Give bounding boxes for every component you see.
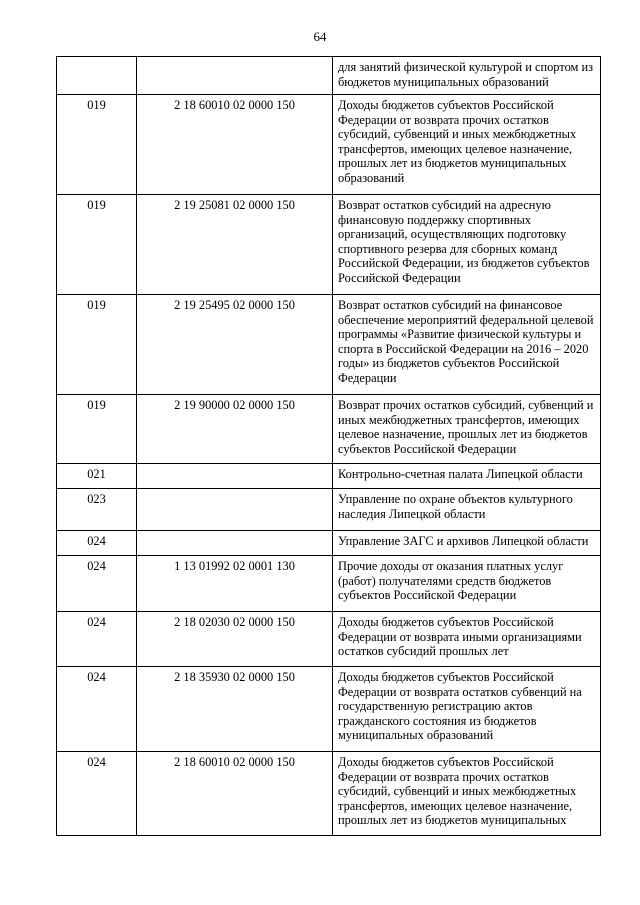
revenue-code-cell: 2 18 02030 02 0000 150 xyxy=(137,612,333,667)
table-row xyxy=(57,95,601,195)
description-cell: для занятий физической культурой и спортом из бюджетов муниципальных образований xyxy=(333,57,601,95)
description-cell: Контрольно-счетная палата Липецкой области xyxy=(333,464,601,489)
admin-code-cell: 024 xyxy=(57,752,137,836)
table-row xyxy=(57,295,601,395)
table-row xyxy=(57,195,601,295)
revenue-code-cell: 2 18 60010 02 0000 150 xyxy=(137,95,333,195)
description-cell: Управление по охране объектов культурного наследия Липецкой области xyxy=(333,489,601,531)
description-cell: Доходы бюджетов субъектов Российской Федерации от возврата иными организациями остатков субсидий прошлых лет xyxy=(333,612,601,667)
revenue-code-cell: 1 13 01992 02 0001 130 xyxy=(137,556,333,612)
table-row xyxy=(57,395,601,464)
admin-code-cell: 019 xyxy=(57,95,137,195)
revenue-code-cell: 2 18 60010 02 0000 150 xyxy=(137,752,333,836)
description-cell: Возврат остатков субсидий на адресную финансовую поддержку спортивных организаций, осуществляющих подготовку спортивного резерва для сборных команд Российской Федерации, из бюджетов субъектов Российской Федерации xyxy=(333,195,601,295)
admin-code-cell: 024 xyxy=(57,556,137,612)
revenue-code-cell xyxy=(137,57,333,95)
admin-code-cell xyxy=(57,57,137,95)
admin-code-cell: 021 xyxy=(57,464,137,489)
revenue-code-cell xyxy=(137,531,333,556)
table-row xyxy=(57,556,601,612)
description-cell: Прочие доходы от оказания платных услуг (работ) получателями средств бюджетов субъектов Российской Федерации xyxy=(333,556,601,612)
table-row xyxy=(57,667,601,752)
description-cell: Возврат остатков субсидий на финансовое обеспечение мероприятий федеральной целевой программы «Развитие физической культуры и спорта в Российской Федерации на 2016 – 2020 годы» из бюджетов субъектов Российской Федерации xyxy=(333,295,601,395)
description-cell: Доходы бюджетов субъектов Российской Федерации от возврата прочих остатков субсидий, субвенций и иных межбюджетных трансфертов, имеющих целевое назначение, прошлых лет из бюджетов муниципальных образований xyxy=(333,95,601,195)
admin-code-cell: 024 xyxy=(57,531,137,556)
admin-code-cell: 023 xyxy=(57,489,137,531)
description-cell: Возврат прочих остатков субсидий, субвенций и иных межбюджетных трансфертов, имеющих целевое назначение, прошлых лет из бюджетов субъектов Российской Федерации xyxy=(333,395,601,464)
description-cell: Управление ЗАГС и архивов Липецкой области xyxy=(333,531,601,556)
description-cell: Доходы бюджетов субъектов Российской Федерации от возврата прочих остатков субсидий, субвенций и иных межбюджетных трансфертов, имеющих целевое назначение, прошлых лет из бюджетов муниципальных xyxy=(333,752,601,836)
revenue-code-cell: 2 18 35930 02 0000 150 xyxy=(137,667,333,752)
admin-code-cell: 019 xyxy=(57,295,137,395)
table-row xyxy=(57,752,601,836)
revenue-code-cell xyxy=(137,489,333,531)
revenue-code-cell: 2 19 25081 02 0000 150 xyxy=(137,195,333,295)
admin-code-cell: 019 xyxy=(57,195,137,295)
revenue-code-cell xyxy=(137,464,333,489)
revenue-code-cell: 2 19 90000 02 0000 150 xyxy=(137,395,333,464)
admin-code-cell: 024 xyxy=(57,612,137,667)
admin-code-cell: 019 xyxy=(57,395,137,464)
budget-codes-table xyxy=(56,56,601,836)
table-row xyxy=(57,57,601,95)
table-row xyxy=(57,531,601,556)
description-cell: Доходы бюджетов субъектов Российской Федерации от возврата остатков субвенций на государственную регистрацию актов гражданского состояния из бюджетов муниципальных образований xyxy=(333,667,601,752)
revenue-code-cell: 2 19 25495 02 0000 150 xyxy=(137,295,333,395)
page-number: 64 xyxy=(313,29,327,44)
table-row xyxy=(57,612,601,667)
table-row xyxy=(57,464,601,489)
table-row xyxy=(57,489,601,531)
admin-code-cell: 024 xyxy=(57,667,137,752)
